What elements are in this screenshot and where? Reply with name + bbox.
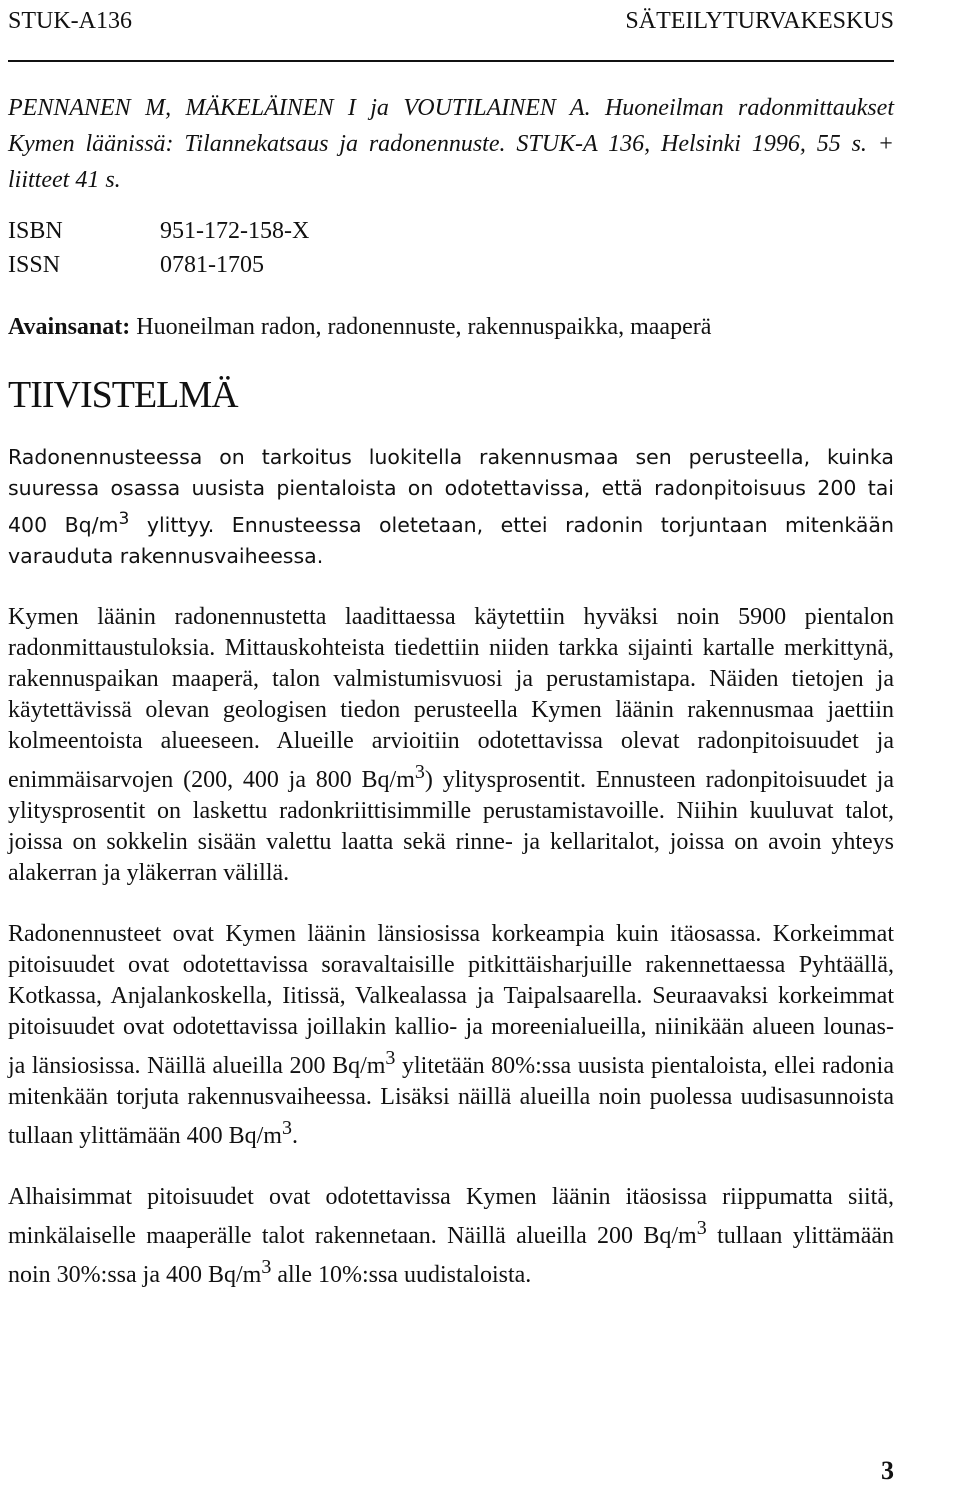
paragraph-1-superscript: 3 <box>118 509 130 529</box>
bibliographic-citation: PENNANEN M, MÄKELÄINEN I ja VOUTILAINEN A. Huoneilman radonmittaukset Kymen läänissä: Tilannekatsaus ja radonennuste. STUK-A 136, Helsinki 1996, 55 s. + liitteet 41 s. <box>8 95 894 193</box>
paragraph-3 <box>8 919 894 1152</box>
identifier-block <box>8 214 309 282</box>
keywords-value: Huoneilman radon, radonennuste, rakennuspaikka, maaperä <box>136 314 712 340</box>
keywords-label: Avainsanat: <box>8 314 131 340</box>
section-title: TIIVISTELMÄ <box>8 374 238 416</box>
paragraph-4 <box>8 1182 894 1291</box>
paragraph-1-text-b: ylittyy. Ennusteessa oletetaan, ettei radonin torjuntaan mitenkään varauduta rakennusvaiheessa. <box>8 512 894 568</box>
paragraph-4-text-c: alle 10%:ssa uudistaloista. <box>271 1261 532 1288</box>
report-code: STUK-A136 <box>8 8 132 34</box>
page-number: 3 <box>881 1456 894 1485</box>
paragraph-2-superscript: 3 <box>414 760 425 783</box>
header-rule <box>8 60 894 62</box>
paragraph-2-text-a: Kymen läänin radonennustetta laadittaessa käytettiin hyväksi noin 5900 pientalon radonmittaustuloksia. Mittauskohteista tiedettiin niiden tarkka sijainti kartalle merkittynä, rakennuspaikan maaperä, talon valmistumisvuosi ja perustamistapa. Näiden tietojen ja käytettävissä olevan geologisen tiedon perusteella Kymen läänin rakennusmaa jaettiin kolmeentoista alueeseen. Alueille arvioitiin odotettavissa olevat radonpitoisuudet ja enimmäisarvojen (200, 400 ja 800 Bq/m <box>8 603 894 793</box>
isbn-value: 951-172-158-X <box>160 218 310 244</box>
paragraph-4-superscript-2: 3 <box>261 1255 272 1278</box>
isbn-row <box>8 214 309 248</box>
paragraph-3-text-c: . <box>291 1122 298 1149</box>
publisher-name: SÄTEILYTURVAKESKUS <box>625 8 894 34</box>
paragraph-3-text-a: Radonennusteet ovat Kymen läänin länsiosissa korkeampia kuin itäosassa. Korkeimmat pitoisuudet ovat odotettavissa soravaltaisille pitkittäisharjuille rakennettaessa Pyhtäällä, Kotkassa, Anjalankoskella, Iitissä, Valkealassa ja Taipalsaarella. Seuraavaksi korkeimmat pitoisuudet ovat odotettavissa joillakin kallio- ja moreenialueilla, niinikään alueen lounas- ja länsiosissa. Näillä alueilla 200 Bq/m <box>8 920 894 1079</box>
abstract-body <box>8 442 894 1321</box>
issn-value: 0781-1705 <box>160 252 264 278</box>
paragraph-2-text-b: ) ylitysprosentit. Ennusteen radonpitoisuudet ja ylitysprosentit on laskettu radonkriittisimmille perustamistavoille. Niihin kuuluvat talot, joissa on sokkelin sisään valettu laatta sekä rinne- ja kellaritalot, joissa on avoin yhteys alakerran ja yläkerran välillä. <box>8 766 894 886</box>
issn-label: ISSN <box>8 252 61 278</box>
paragraph-3-superscript-2: 3 <box>281 1116 292 1139</box>
paragraph-3-superscript-1: 3 <box>385 1046 396 1069</box>
paragraph-1 <box>8 442 894 572</box>
paragraph-1-text-a: Radonennusteessa on tarkoitus luokitella rakennusmaa sen perusteella, kuinka suuressa osassa uusista pientaloista on odotettavissa, että radonpitoisuus 200 tai 400 Bq/m <box>8 445 894 537</box>
paragraph-4-text-a: Alhaisimmat pitoisuudet ovat odotettavissa Kymen läänin itäosissa riippumatta siitä, minkälaiselle maaperälle talot rakennetaan. Näillä alueilla 200 Bq/m <box>8 1183 894 1249</box>
document-page <box>8 0 894 1496</box>
paragraph-4-text-b: tullaan ylittämään noin 30%:ssa ja 400 Bq/m <box>8 1222 895 1288</box>
paragraph-4-superscript-1: 3 <box>696 1216 707 1239</box>
keywords-line <box>8 310 711 344</box>
issn-row <box>8 248 309 282</box>
paragraph-3-text-b: ylitetään 80%:ssa uusista pientaloista, ellei radonia mitenkään torjuta rakennusvaiheessa. Lisäksi näillä alueilla noin puolessa uudisasunnoista tullaan ylittämään 400 Bq/m <box>8 1052 894 1149</box>
paragraph-2 <box>8 602 894 889</box>
isbn-label: ISBN <box>8 218 63 244</box>
